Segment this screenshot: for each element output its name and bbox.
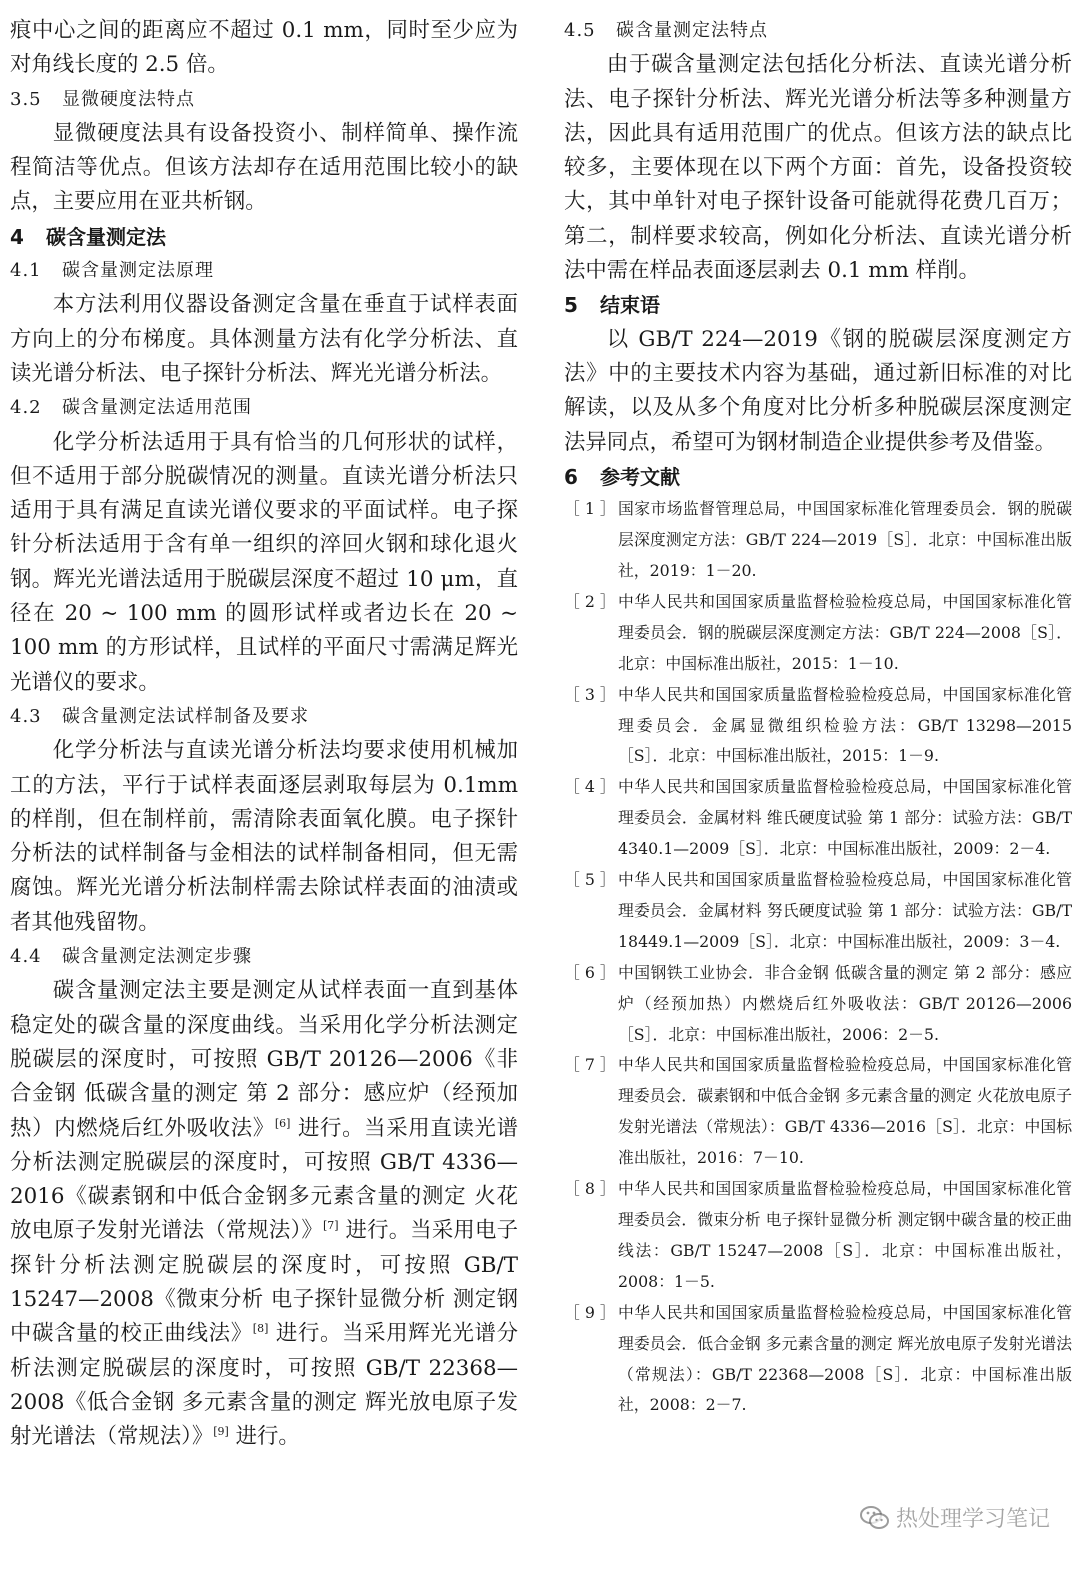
section-4-4-heading	[10, 940, 518, 974]
section-title: 碳含量测定法试样制备及要求	[62, 705, 309, 727]
paragraph-continued: 痕中心之间的距离应不超过 0.1 mm，同时至少应为对角线长度的 2.5 倍。	[10, 18, 518, 78]
paragraph-4-1: 本方法利用仪器设备测定含量在垂直于试样表面方向上的分布梯度。具体测量方法有化学分析法、直读光谱分析法、电子探针分析法、辉光光谱分析法。	[10, 292, 518, 386]
section-number: 6	[564, 464, 578, 489]
reference-list	[564, 494, 1072, 1421]
reference-text: 国家市场监督管理总局，中国国家标准化管理委员会．钢的脱碳层深度测定方法：GB/T 224—2019［S］．北京：中国标准出版社，2019：1－20.	[618, 499, 1072, 580]
text-run: 进行。	[228, 1424, 300, 1450]
reference-text: 中华人民共和国国家质量监督检验检疫总局，中国国家标准化管理委员会．金属显微组织检验方法：GB/T 13298—2015［S］．北京：中国标准出版社，2015：1－9.	[618, 684, 1072, 766]
section-number: 4	[10, 224, 24, 249]
section-4-5-heading	[564, 14, 1072, 48]
section-number: 5	[564, 293, 578, 318]
wechat-icon	[860, 1505, 890, 1531]
reference-number: ［ 5 ］	[564, 870, 616, 890]
reference-number: ［ 9 ］	[564, 1302, 616, 1322]
section-4-3-heading	[10, 700, 518, 734]
citation-9: [9]	[213, 1425, 229, 1439]
section-title: 参考文献	[600, 464, 680, 489]
reference-text: 中国钢铁工业协会．非合金钢 低碳含量的测定 第 2 部分：感应炉（经预加热）内燃烧后红外吸收法：GB/T 20126—2006［S］．北京：中国标准出版社，2006：2－5.	[618, 962, 1072, 1044]
reference-item	[564, 494, 1072, 587]
reference-number: ［ 2 ］	[564, 591, 616, 611]
paragraph-4-3: 化学分析法与直读光谱分析法均要求使用机械加工的方法，平行于试样表面逐层剥取每层为 0.1mm 的样削，但在制样前，需清除表面氧化膜。电子探针分析法的试样制备与金相法的试样制备相同，但无需腐蚀。辉光光谱分析法制样需去除试样表面的油渍或者其他残留物。	[10, 738, 518, 935]
text-run: 进行。当采用辉光光谱分析法测定脱碳层的深度时，可按照 GB/T 22368—2008《低合金钢 多元素含量的测定 辉光放电原子发射光谱法（常规法）》	[10, 1321, 518, 1450]
section-4-2-heading	[10, 391, 518, 425]
right-column	[564, 14, 1072, 1421]
reference-number: ［ 6 ］	[564, 962, 616, 982]
reference-item	[564, 1050, 1072, 1174]
reference-item	[564, 958, 1072, 1051]
section-number: 4.4	[10, 946, 42, 968]
reference-number: ［ 1 ］	[564, 499, 616, 519]
section-title: 碳含量测定法	[46, 224, 166, 249]
section-number: 3.5	[10, 88, 42, 110]
paragraph-4-4	[10, 974, 518, 1454]
paragraph-5: 以 GB/T 224—2019《钢的脱碳层深度测定方法》中的主要技术内容为基础，通过新旧标准的对比解读，以及从多个角度对比分析多种脱碳层深度测定法异同点，希望可为钢材制造企业提供参考及借鉴。	[564, 326, 1072, 455]
citation-8: [8]	[252, 1322, 269, 1336]
text-run: 碳含量测定法主要是测定从试样表面一直到基体稳定处的碳含量的深度曲线。当采用化学分析法测定脱碳层的深度时，可按照 GB/T 20126—2006《非合金钢 低碳含量的测定 第 2 部分：感应炉（经预加热）内燃烧后红外吸收法》	[10, 978, 518, 1141]
reference-item	[564, 680, 1072, 773]
reference-number: ［ 8 ］	[564, 1179, 616, 1199]
paragraph-4-2: 化学分析法适用于具有恰当的几何形状的试样，但不适用于部分脱碳情况的测量。直读光谱分析法只适用于具有满足直读光谱仪要求的平面试样。电子探针分析法适用于含有单一组织的淬回火钢和球化退火钢。辉光光谱法适用于脱碳层深度不超过 10 μm，直径在 20 ~ 100 mm 的圆形试样或者边长在 20 ~ 100 mm 的方形试样，且试样的平面尺寸需满足辉光光谱仪的要求。	[10, 429, 518, 695]
section-number: 4.3	[10, 705, 42, 727]
reference-item	[564, 1298, 1072, 1422]
reference-text: 中华人民共和国国家质量监督检验检疫总局，中国国家标准化管理委员会．金属材料 努氏硬度试验 第 1 部分：试验方法：GB/T 18449.1—2009［S］．北京：中国标准出版社，2009：3－4.	[618, 870, 1072, 951]
reference-text: 中华人民共和国国家质量监督检验检疫总局，中国国家标准化管理委员会．微束分析 电子探针显微分析 测定钢中碳含量的校正曲线法：GB/T 15247—2008［S］．北京：中国标准出版社，2008：1－5.	[618, 1179, 1072, 1291]
section-title: 结束语	[600, 293, 660, 318]
reference-text: 中华人民共和国国家质量监督检验检疫总局，中国国家标准化管理委员会．碳素钢和中低合金钢 多元素含量的测定 火花放电原子发射光谱法（常规法）：GB/T 4336—2016［S］．北京：中国标准出版社，2016：7－10.	[618, 1055, 1072, 1168]
section-title: 碳含量测定法特点	[616, 20, 768, 41]
reference-number: ［ 4 ］	[564, 777, 616, 797]
reference-item	[564, 587, 1072, 680]
citation-7: [7]	[322, 1219, 339, 1233]
section-title: 显微硬度法特点	[62, 88, 195, 110]
section-number: 4.1	[10, 260, 42, 282]
section-3-5-heading	[10, 83, 518, 117]
text-run: 进行。当采用电子探针分析法测定脱碳层的深度时，可按照 GB/T 15247—2008《微束分析 电子探针显微分析 测定钢中碳含量的校正曲线法》	[10, 1218, 518, 1347]
reference-text: 中华人民共和国国家质量监督检验检疫总局，中国国家标准化管理委员会．金属材料 维氏硬度试验 第 1 部分：试验方法：GB/T 4340.1—2009［S］．北京：中国标准出版社，2009：2－4.	[618, 777, 1072, 859]
reference-number: ［ 7 ］	[564, 1055, 616, 1075]
section-6-heading	[564, 460, 1072, 494]
watermark-text: 热处理学习笔记	[895, 1507, 1050, 1532]
reference-item	[564, 865, 1072, 958]
watermark	[860, 1502, 1050, 1533]
section-number: 4.5	[564, 20, 596, 41]
section-4-1-heading	[10, 254, 518, 288]
section-4-heading	[10, 220, 518, 254]
section-number: 4.2	[10, 397, 42, 419]
section-title: 碳含量测定法适用范围	[62, 397, 252, 419]
paragraph-4-5: 由于碳含量测定法包括化分析法、直读光谱分析法、电子探针分析法、辉光光谱分析法等多种测量方法，因此具有适用范围广的优点。但该方法的缺点比较多，主要体现在以下两个方面：首先，设备投资较大，其中单针对电子探针设备可能就得花费几百万；第二，制样要求较高，例如化分析法、直读光谱分析法中需在样品表面逐层剥去 0.1 mm 样削。	[564, 52, 1072, 284]
section-title: 碳含量测定法原理	[62, 260, 214, 282]
text-run: 进行。当采用直读光谱分析法测定脱碳层的深度时，可按照 GB/T 4336—2016《碳素钢和中低合金钢多元素含量的测定 火花放电原子发射光谱法（常规法）》	[10, 1115, 518, 1244]
left-column	[10, 14, 518, 1454]
section-title: 碳含量测定法测定步骤	[62, 946, 252, 968]
citation-6: [6]	[274, 1116, 291, 1130]
reference-text: 中华人民共和国国家质量监督检验检疫总局，中国国家标准化管理委员会．钢的脱碳层深度测定方法：GB/T 224—2008［S］．北京：中国标准出版社，2015：1－10.	[618, 591, 1072, 673]
section-5-heading	[564, 288, 1072, 322]
reference-item	[564, 1174, 1072, 1298]
reference-text: 中华人民共和国国家质量监督检验检疫总局，中国国家标准化管理委员会．低合金钢 多元素含量的测定 辉光放电原子发射光谱法（常规法）：GB/T 22368—2008［S］．北京：中国标准出版社，2008：2－7.	[618, 1302, 1072, 1415]
reference-item	[564, 772, 1072, 865]
paragraph-3-5: 显微硬度法具有设备投资小、制样简单、操作流程简洁等优点。但该方法却存在适用范围比较小的缺点，主要应用在亚共析钢。	[10, 120, 518, 215]
reference-number: ［ 3 ］	[564, 684, 616, 704]
